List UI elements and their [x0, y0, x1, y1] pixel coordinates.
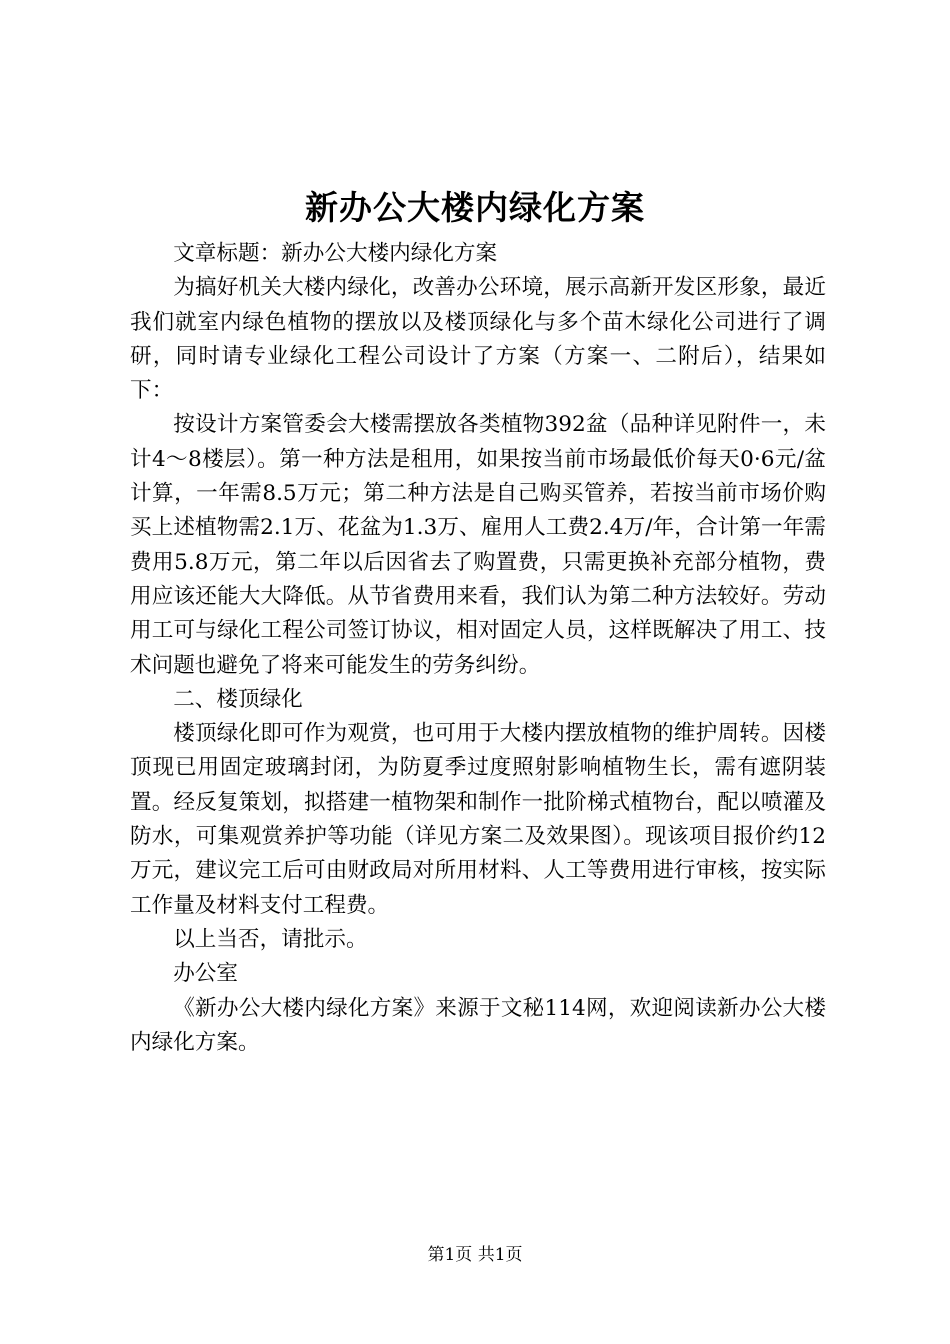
signature-office: 办公室 [173, 961, 238, 987]
paragraph-source: 《新办公大楼内绿化方案》来源于文秘114网，欢迎阅读新办公大楼内绿化方案。 [130, 995, 826, 1055]
document-body [130, 237, 826, 1060]
article-title-line: 文章标题：新办公大楼内绿化方案 [173, 241, 498, 266]
page-number: 第1页 共1页 [427, 1245, 523, 1265]
paragraph-intro: 为搞好机关大楼内绿化，改善办公环境，展示高新开发区形象，最近我们就室内绿色植物的摆放以及楼顶绿化与多个苗木绿化公司进行了调研，同时请专业绿化工程公司设计了方案（方案一、二附后），结果如下： [130, 275, 826, 404]
section-heading-roof-greening: 二、楼顶绿化 [173, 686, 303, 712]
document-title: 新办公大楼内绿化方案 [305, 188, 645, 227]
paragraph-request: 以上当否，请批示。 [173, 926, 368, 952]
paragraph-roof-greening: 楼顶绿化即可作为观赏，也可用于大楼内摆放植物的维护周转。因楼顶现已用固定玻璃封闭，为防夏季过度照射影响植物生长，需有遮阴装置。经反复策划，拟搭建一植物架和制作一批阶梯式植物台，配以喷灌及防水，可集观赏养护等功能（详见方案二及效果图）。现该项目报价约12万元，建议完工后可由财政局对所用材料、人工等费用进行审核，按实际工作量及材料支付工程费。 [130, 721, 826, 918]
paragraph-indoor-plants: 按设计方案管委会大楼需摆放各类植物392盆（品种详见附件一，未计4～8楼层）。第一种方法是租用，如果按当前市场最低价每天0·6元/盆计算，一年需8.5万元；第二种方法是自己购买管养，若按当前市场价购买上述植物需2.1万、花盆为1.3万、雇用人工费2.4万/年，合计第一年需费用5.8万元，第二年以后因省去了购置费，只需更换补充部分植物，费用应该还能大大降低。从节省费用来看，我们认为第二种方法较好。劳动用工可与绿化工程公司签订协议，相对固定人员，这样既解决了用工、技术问题也避免了将来可能发生的劳务纠纷。 [130, 412, 826, 678]
